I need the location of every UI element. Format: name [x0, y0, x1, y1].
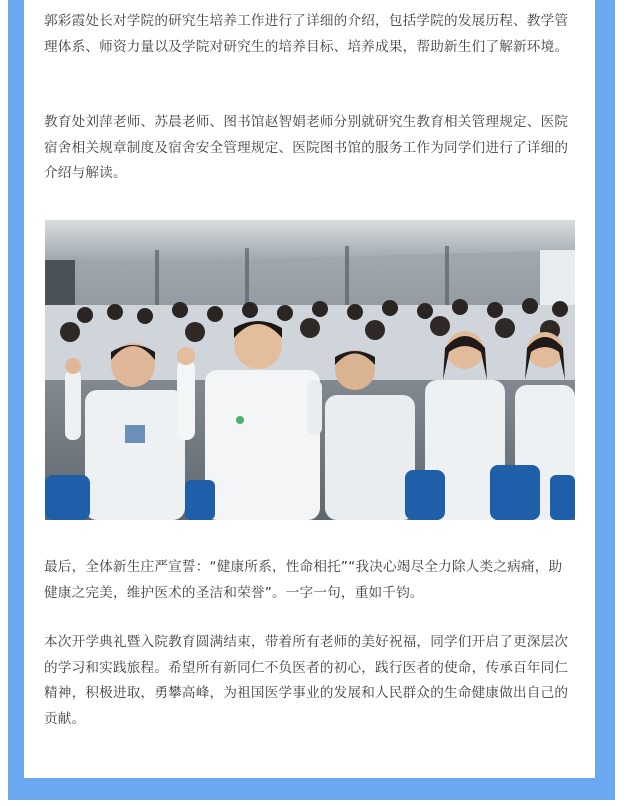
- oath-ceremony-illustration: [45, 220, 575, 520]
- window: [540, 250, 575, 310]
- article-paragraph-3: 最后，全体新生庄严宣誓：“健康所系，性命相托”“我决心竭尽全力除人类之病痛，助健康之完美，维护医术的圣洁和荣誉”。一字一句，重如千钧。: [44, 559, 563, 601]
- article-paragraph-2: 教育处刘萍老师、苏晨老师、图书馆赵智娟老师分别就研究生教育相关管理规定、医院宿舍相关规章制度及宿舍安全管理规定、医院图书馆的服务工作为同学们进行了详细的介绍与解读。: [44, 114, 569, 181]
- oath-ceremony-photo: [45, 220, 575, 520]
- article-paragraph-1: 郭彩霞处长对学院的研究生培养工作进行了详细的介绍，包括学院的发展历程、教学管理体系、师资力量以及学院对研究生的培养目标、培养成果，帮助新生们了解新环境。: [44, 13, 569, 55]
- article-paragraph-4: 本次开学典礼暨入院教育圆满结束，带着所有老师的美好祝福，同学们开启了更深层次的学习和实践旅程。希望所有新同仁不负医者的初心，践行医者的使命，传承百年同仁精神，积极进取，勇攀高峰，为祖国医学事业的发展和人民群众的生命健康做出自己的贡献。: [44, 634, 569, 727]
